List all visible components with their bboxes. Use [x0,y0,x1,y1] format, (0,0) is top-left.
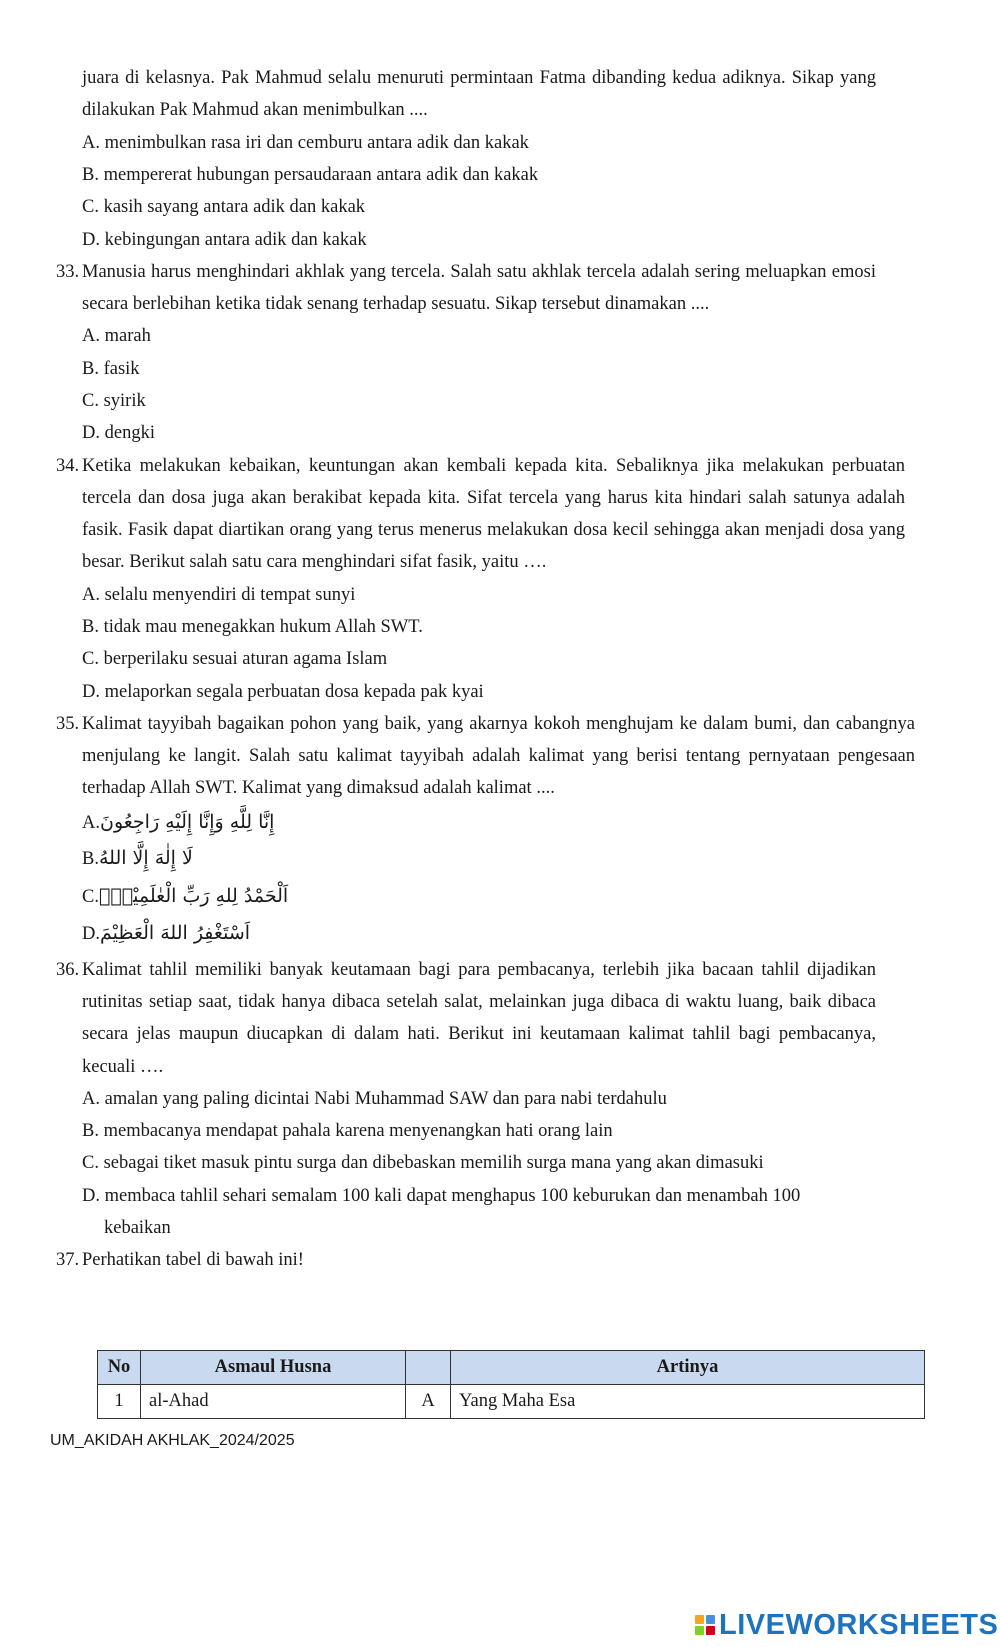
prev-option-a: A. menimbulkan rasa iri dan cemburu antara adik dan kakak [82,133,529,153]
q35-option-b-arabic: لَا إِلٰهَ إِلَّا اللهُ [98,847,193,869]
table-header-blank [406,1351,451,1385]
prev-option-d: D. kebingungan antara adik dan kakak [82,230,367,250]
q35-option-d [82,921,250,946]
table-header-no: No [98,1351,141,1385]
q34-line-1: Ketika melakukan kebaikan, keuntungan akan kembali kepada kita. Sebaliknya jika melakukan perbuatan [82,456,905,476]
q36-option-b: B. membacanya mendapat pahala karena menyenangkan hati orang lain [82,1121,613,1141]
table-header-asmaul-husna: Asmaul Husna [141,1351,406,1385]
q35-option-d-letter: D. [82,924,100,944]
q35-option-d-arabic: اَسْتَغْفِرُ اللهَ الْعَظِيْمَ [100,922,251,944]
table-row [98,1385,925,1419]
prev-option-b: B. mempererat hubungan persaudaraan antara adik dan kakak [82,165,539,185]
logo-square-4 [706,1626,715,1635]
q35-option-b [82,846,193,871]
q33-line-2: secara berlebihan ketika tidak senang terhadap sesuatu. Sikap tersebut dinamakan .... [82,294,710,314]
q34-line-2: tercela dan dosa juga akan berakibat kepada kita. Sifat tercela yang harus kita hindari salah satunya adalah [82,488,905,508]
liveworksheets-brand[interactable] [695,1608,998,1642]
table-cell-artinya: Yang Maha Esa [451,1385,925,1419]
q36-option-d: D. membaca tahlil sehari semalam 100 kali dapat menghapus 100 keburukan dan menambah 100 [82,1186,801,1206]
q37-text: Perhatikan tabel di bawah ini! [82,1250,304,1270]
q34-option-a: A. selalu menyendiri di tempat sunyi [82,585,356,605]
table-header-row [98,1351,925,1385]
prev-option-c: C. kasih sayang antara adik dan kakak [82,197,366,217]
liveworksheets-brand-text: LIVEWORKSHEETS [719,1608,999,1641]
logo-square-2 [706,1615,715,1624]
prev-question-line-2: dilakukan Pak Mahmud akan menimbulkan .... [82,100,428,120]
q34-line-3: fasik. Fasik dapat diartikan orang yang terus menerus melakukan dosa kecil sehingga akan menjadi dosa yang [82,520,905,540]
q36-line-2: rutinitas setiap saat, tidak hanya dibaca setelah salat, melainkan juga dibaca di waktu luang, baik dibaca [82,992,876,1012]
q36-number: 36. [56,960,80,980]
q37-number: 37. [56,1250,80,1270]
prev-question-line-1: juara di kelasnya. Pak Mahmud selalu menuruti permintaan Fatma dibanding kedua adiknya. Sikap yang [82,68,876,88]
table-cell-no: 1 [98,1385,141,1419]
page-footer: UM_AKIDAH AKHLAK_2024/2025 [50,1432,295,1449]
q34-option-d: D. melaporkan segala perbuatan dosa kepada pak kyai [82,682,484,702]
table-cell-letter: A [406,1385,451,1419]
q36-line-4: kecuali …. [82,1057,164,1077]
table-cell-asmaul-husna: al-Ahad [141,1385,406,1419]
q33-option-a: A. marah [82,326,151,346]
asmaul-husna-table [97,1350,925,1419]
q35-line-3: terhadap Allah SWT. Kalimat yang dimaksud adalah kalimat .... [82,778,555,798]
q35-line-1: Kalimat tayyibah bagaikan pohon yang baik, yang akarnya kokoh menghujam ke dalam bumi, dan cabangnya [82,714,915,734]
q33-number: 33. [56,262,80,282]
q36-option-c: C. sebagai tiket masuk pintu surga dan dibebaskan memilih surga mana yang akan dimasuki [82,1153,764,1173]
q35-number: 35. [56,714,80,734]
q35-option-c-letter: C. [82,887,99,907]
q35-option-a-arabic: إِنَّا لِلَّهِ وَإِنَّا إِلَيْهِ رَاجِعُونَ [100,811,275,833]
q35-option-b-letter: B. [82,849,99,869]
logo-square-1 [695,1615,704,1624]
q36-option-a: A. amalan yang paling dicintai Nabi Muhammad SAW dan para nabi terdahulu [82,1089,667,1109]
q34-option-b: B. tidak mau menegakkan hukum Allah SWT. [82,617,423,637]
q36-line-3: secara jelas maupun diucapkan di dalam hati. Berikut ini keutamaan kalimat tahlil bagi pembacanya, [82,1024,876,1044]
q35-option-a [82,810,274,835]
logo-square-3 [695,1626,704,1635]
q34-line-4: besar. Berikut salah satu cara menghindari sifat fasik, yaitu …. [82,552,547,572]
q33-option-d: D. dengki [82,423,155,443]
q35-option-c-arabic: اَلْحَمْدُ لِلهِ رَبِّ الْعٰلَمِيْنَۙ [98,885,289,907]
q35-option-c [82,884,288,909]
table-header-artinya: Artinya [451,1351,925,1385]
q33-option-c: C. syirik [82,391,146,411]
q36-option-d-continuation: kebaikan [104,1218,171,1238]
q35-line-2: menjulang ke langit. Salah satu kalimat tayyibah adalah kalimat yang berisi tentang pernyataan pengesaan [82,746,915,766]
q33-option-b: B. fasik [82,359,140,379]
q34-number: 34. [56,456,80,476]
q33-line-1: Manusia harus menghindari akhlak yang tercela. Salah satu akhlak tercela adalah sering meluapkan emosi [82,262,876,282]
q34-option-c: C. berperilaku sesuai aturan agama Islam [82,649,388,669]
q35-option-a-letter: A. [82,813,100,833]
q36-line-1: Kalimat tahlil memiliki banyak keutamaan bagi para pembacanya, terlebih jika bacaan tahlil dijadikan [82,960,876,980]
liveworksheets-logo-icon [695,1615,715,1635]
